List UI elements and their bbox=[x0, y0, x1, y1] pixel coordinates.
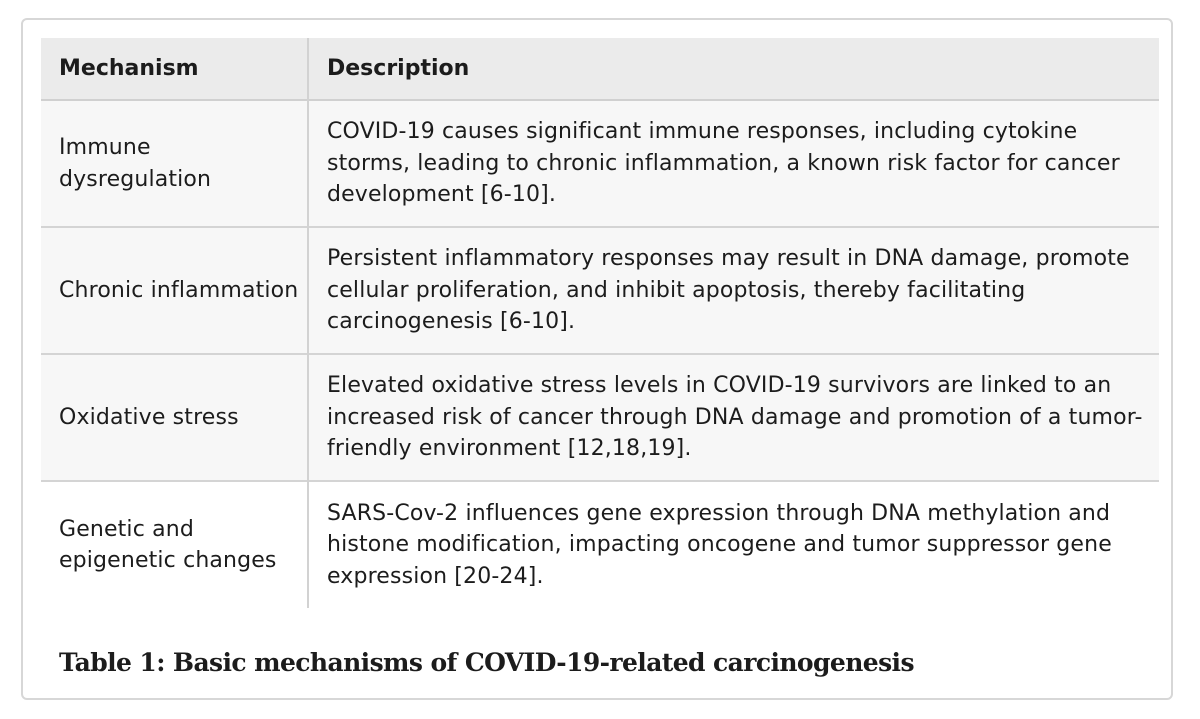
table-caption: Table 1: Basic mechanisms of COVID-19-related carcinogenesis bbox=[59, 648, 914, 677]
table-row bbox=[41, 354, 1159, 481]
description-cell: Persistent inflammatory responses may result in DNA damage, promote cellular proliferation, and inhibit apoptosis, thereby facilitating carcinogenesis [6-10]. bbox=[327, 246, 1130, 335]
table-card bbox=[21, 18, 1173, 700]
header-mechanism: Mechanism bbox=[41, 38, 308, 100]
table-row bbox=[41, 227, 1159, 354]
description-cell: Elevated oxidative stress levels in COVID-19 survivors are linked to an increased risk of cancer through DNA damage and promotion of a tumor-friendly environment [12,18,19]. bbox=[327, 373, 1143, 462]
mechanism-cell: Genetic and epigenetic changes bbox=[41, 481, 308, 608]
table-header-row bbox=[41, 38, 1159, 100]
mechanism-cell: Immune dysregulation bbox=[41, 100, 308, 227]
table-row bbox=[41, 100, 1159, 227]
table-row bbox=[41, 481, 1159, 608]
header-description: Description bbox=[327, 56, 470, 81]
description-cell: COVID-19 causes significant immune responses, including cytokine storms, leading to chronic inflammation, a known risk factor for cancer development [6-10]. bbox=[327, 119, 1120, 208]
mechanism-cell: Chronic inflammation bbox=[41, 227, 308, 354]
mechanisms-table bbox=[41, 38, 1159, 608]
mechanism-cell: Oxidative stress bbox=[41, 354, 308, 481]
description-cell: SARS-Cov-2 influences gene expression through DNA methylation and histone modification, impacting oncogene and tumor suppressor gene expression [20-24]. bbox=[327, 500, 1112, 589]
